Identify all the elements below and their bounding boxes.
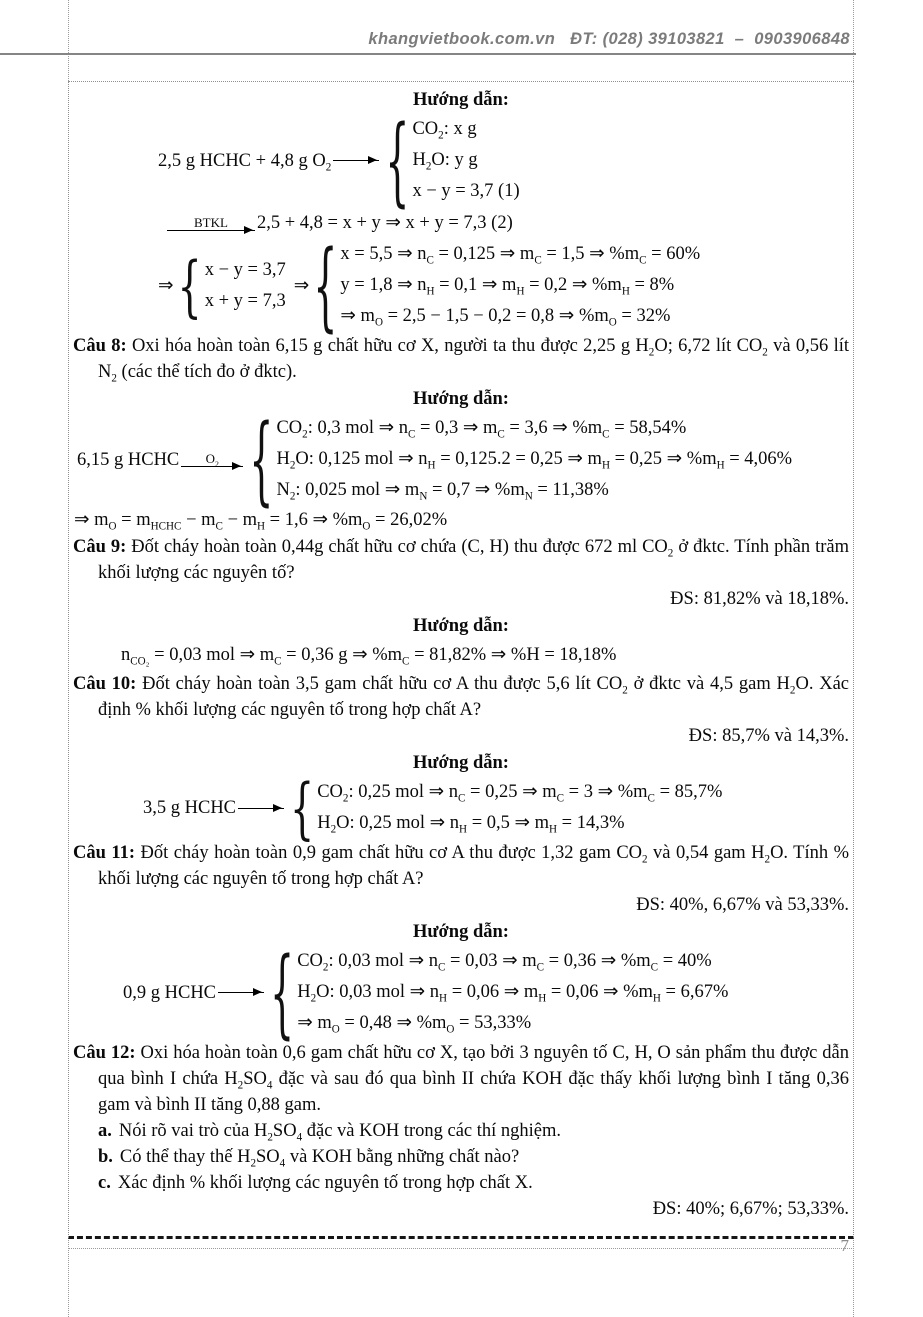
answer-11: ĐS: 40%, 6,67% và 53,33%. [636, 895, 849, 915]
guide-heading: Hướng dẫn: [413, 753, 509, 773]
formula-line: $H_2O$: 0,125 mol ⇒ $n_H = 0,125.2 = 0,25$ ⇒ $m_H = 0,25$ ⇒ $\%m_H = 4,06\%$ [276, 449, 793, 472]
formula-cau9-line: $n_{CO_2} = 0,03$ mol ⇒ $m_C = 0,36$ g ⇒ $\%m_C = 81,82\%$ ⇒ %H = 18,18% [121, 645, 617, 668]
right-arrow-icon [333, 160, 379, 161]
problem-12-item-a: a. Nói rõ vai trò của $H_2SO_4$ đặc và KOH trong các thí nghiệm. [98, 1121, 562, 1144]
problem-12 [73, 1040, 849, 1118]
formula-line: $N_2$: 0,025 mol ⇒ $m_N = 0,7$ ⇒ $\%m_N = 11,38\%$ [276, 480, 609, 503]
arrow-label: BTKL [194, 214, 228, 230]
problem-11-text: Đốt cháy hoàn toàn 0,9 gam chất hữu cơ A thu được 1,32 gam $CO_2$ và 0,54 gam $H_2O$. Tính % khối lượng các nguyên tố trong hợp chất A? [98, 843, 850, 889]
formula-line: $CO_2$: 0,3 mol ⇒ $n_C = 0,3$ ⇒ $m_C = 3,6$ ⇒ $\%m_C = 58,54\%$ [276, 418, 687, 441]
problem-12-label: Câu 12: [73, 1043, 136, 1063]
content-frame [68, 81, 854, 1239]
formula-cau10-system [143, 777, 849, 839]
answer-10: ĐS: 85,7% và 14,3%. [688, 726, 849, 746]
header-rule [0, 53, 856, 55]
formula-text: 2,5 + 4,8 = x + y ⇒ x + y = 7,3 (2) [257, 213, 513, 233]
page-number: 7 [840, 1236, 849, 1255]
formula-double-system [158, 239, 849, 332]
formula-line: $H_2O$: 0,25 mol ⇒ $n_H = 0,5$ ⇒ $m_H = 14,3\%$ [317, 813, 625, 836]
problem-12-text: Oxi hóa hoàn toàn 0,6 gam chất hữu cơ X, tạo bởi 3 nguyên tố C, H, O sản phẩm thu được dẫn qua bình I chứa $H_2SO_4$ đặc và sau đó qua bình II chứa KOH đặc thấy khối lượng bình I tăng 0,36 gam và bình II tăng 0,88 gam. [98, 1043, 850, 1115]
formula-line: x − y = 3,7 [204, 259, 286, 280]
formula-intro-system [158, 114, 849, 207]
problem-10-text: Đốt cháy hoàn toàn 3,5 gam chất hữu cơ A thu được 5,6 lít $CO_2$ ở đktc và 4,5 gam $H_2O$. Xác định % khối lượng các nguyên tố trong hợp chất A? [98, 674, 849, 720]
formula-line: x + y = 7,3 [204, 290, 286, 311]
formula-line: $CO_2$: 0,25 mol ⇒ $n_C = 0,25$ ⇒ $m_C = 3$ ⇒ $\%m_C = 85,7\%$ [317, 782, 723, 805]
formula-line: ⇒ $m_O = 2,5 - 1,5 - 0,2 = 0,8$ ⇒ $\%m_O = 32\%$ [340, 306, 671, 329]
problem-11 [73, 840, 849, 892]
guide-heading: Hướng dẫn: [413, 389, 509, 409]
formula-line: $CO_2$: 0,03 mol ⇒ $n_C = 0,03$ ⇒ $m_C = 0,36$ ⇒ $\%m_C = 40\%$ [297, 951, 712, 974]
formula-lhs: 2,5 g HCHC + 4,8 g $O_2$ [158, 150, 332, 174]
formula-cau8-system [77, 413, 849, 506]
formula-cau11-system [123, 946, 849, 1039]
formula-line: x − y = 3,7 (1) [412, 181, 520, 201]
formula-lhs: 0,9 g HCHC [123, 982, 217, 1003]
answer-12: ĐS: 40%; 6,67%; 53,33%. [652, 1199, 849, 1219]
problem-10-label: Câu 10: [73, 674, 137, 694]
problem-9-label: Câu 9: [73, 537, 127, 557]
problem-9 [73, 534, 849, 586]
guide-heading: Hướng dẫn: [413, 616, 509, 636]
formula-line: y = 1,8 ⇒ $n_H = 0,1$ ⇒ $m_H = 0,2$ ⇒ $\%m_H = 8\%$ [340, 275, 675, 298]
problem-8-label: Câu 8: [73, 336, 127, 356]
implies-sign: ⇒ [293, 275, 310, 296]
formula-cau8-extra: ⇒ $m_O = m_{HCHC} - m_C - m_H = 1,6$ ⇒ $\%m_O = 26,02\%$ [74, 510, 448, 533]
right-arrow-icon [218, 992, 264, 993]
formula-line: $CO_2$: x g [412, 119, 477, 142]
problem-8-text: Oxi hóa hoàn toàn 6,15 g chất hữu cơ X, người ta thu được 2,25 g $H_2O$; 6,72 lít $CO_2$ và 0,56 lít $N_2$ (các thể tích đo ở đktc). [98, 336, 849, 385]
formula-btkl-line [165, 210, 849, 236]
implies-sign: ⇒ [158, 275, 174, 296]
guide-heading: Hướng dẫn: [413, 90, 509, 110]
problem-9-text: Đốt cháy hoàn toàn 0,44g chất hữu cơ chứa (C, H) thu được 672 ml $CO_2$ ở đktc. Tính phần trăm khối lượng các nguyên tố? [98, 537, 850, 583]
problem-12-item-c: c. Xác định % khối lượng các nguyên tố trong hợp chất X. [98, 1173, 533, 1193]
formula-line: $H_2O$: 0,03 mol ⇒ $n_H = 0,06$ ⇒ $m_H = 0,06$ ⇒ $\%m_H = 6,67\%$ [297, 982, 729, 1005]
arrow-label: $O_2$ [205, 451, 219, 469]
problem-8 [73, 333, 849, 385]
answer-9: ĐS: 81,82% và 18,18%. [670, 589, 849, 609]
problem-10 [73, 671, 849, 723]
formula-lhs: 3,5 g HCHC [143, 798, 237, 818]
formula-line: x = 5,5 ⇒ $n_C = 0,125$ ⇒ $m_C = 1,5$ ⇒ $\%m_C = 60\%$ [340, 244, 701, 267]
btkl-arrow-icon [167, 216, 255, 231]
guide-heading: Hướng dẫn: [413, 922, 509, 942]
o2-arrow-icon [181, 452, 243, 467]
formula-line: ⇒ $m_O = 0,48$ ⇒ $\%m_O = 53,33\%$ [297, 1013, 532, 1036]
problem-11-label: Câu 11: [73, 843, 136, 863]
formula-line: $H_2O$: y g [412, 150, 478, 173]
right-arrow-icon [238, 808, 284, 809]
problem-12-item-b: b. Có thể thay thế $H_2SO_4$ và KOH bằng những chất nào? [98, 1147, 520, 1170]
formula-lhs: 6,15 g HCHC [77, 449, 180, 470]
page-header: khangvietbook.com.vn ĐT: (028) 39103821 – 0903906848 [368, 30, 850, 48]
